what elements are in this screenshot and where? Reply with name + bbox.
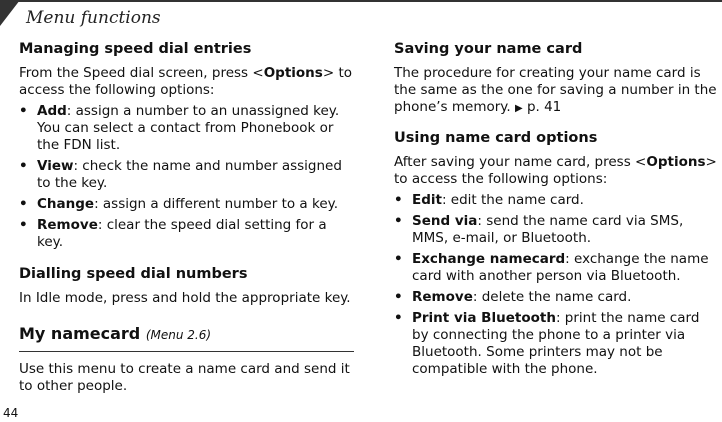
section-title-managing-speed-dial: Managing speed dial entries <box>19 41 252 57</box>
list-item: • Exchange namecard: exchange the name card with another person via Bluetooth. <box>394 251 719 285</box>
right-column <box>394 40 719 378</box>
options-key: Options <box>646 154 706 170</box>
list-item: • Add: assign a number to an unassigned key. You can select a contact from Phonebook or the FDN list. <box>19 103 354 154</box>
list-item: • Remove: clear the speed dial setting for a key. <box>19 217 354 251</box>
left-column <box>19 40 354 395</box>
section-title-name-card-options: Using name card options <box>394 130 598 146</box>
menu-reference: (Menu 2.6) <box>145 328 212 342</box>
list-item: • Change: assign a different number to a key. <box>19 196 354 213</box>
options-key: Options <box>263 65 323 81</box>
header-title: Menu functions <box>26 8 161 28</box>
dialling-text: In Idle mode, press and hold the appropriate key. <box>19 290 351 306</box>
saving-text: The procedure for creating your name card is the same as the one for saving a number in the phone’s memory. ▶ p. 41 <box>394 65 717 115</box>
page-number: 44 <box>3 406 19 420</box>
list-item: • Send via: send the name card via SMS, MMS, e-mail, or Bluetooth. <box>394 213 719 247</box>
page-reference: p. 41 <box>526 99 562 115</box>
section-divider <box>19 351 354 352</box>
section-title-saving-name-card: Saving your name card <box>394 41 583 57</box>
page-header <box>0 0 722 34</box>
speed-dial-options-list <box>19 103 354 251</box>
list-item: • Edit: edit the name card. <box>394 192 719 209</box>
options-intro: After saving your name card, press <Options> to access the following options: <box>394 154 717 187</box>
name-card-options-list <box>394 192 719 378</box>
section-intro: From the Speed dial screen, press <Options> to access the following options: <box>19 65 352 98</box>
namecard-text: Use this menu to create a name card and send it to other people. <box>19 361 350 394</box>
header-tab-decoration <box>0 0 20 26</box>
list-item: • View: check the name and number assigned to the key. <box>19 158 354 192</box>
section-title-my-namecard: My namecard (Menu 2.6) <box>19 324 212 343</box>
list-item: • Remove: delete the name card. <box>394 289 719 306</box>
list-item: • Print via Bluetooth: print the name card by connecting the phone to a printer via Bluetooth. Some printers may not be compatible with the phone. <box>394 310 719 378</box>
arrow-right-icon: ▶ <box>514 103 523 114</box>
header-rule <box>0 0 722 2</box>
section-title-dialling-speed-dial: Dialling speed dial numbers <box>19 266 248 282</box>
